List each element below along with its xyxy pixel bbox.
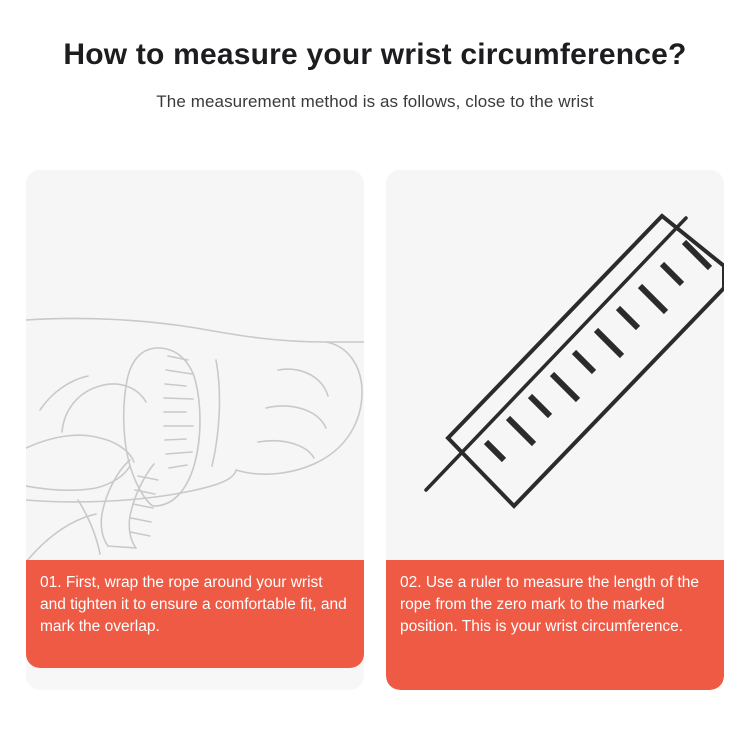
ruler-illustration bbox=[386, 170, 724, 560]
instruction-card-1 bbox=[26, 170, 364, 690]
wrist-measure-illustration bbox=[26, 170, 364, 560]
instruction-cards bbox=[26, 170, 724, 690]
page-subtitle: The measurement method is as follows, close to the wrist bbox=[156, 92, 594, 111]
instruction-card-2-caption: 02. Use a ruler to measure the length of the rope from the zero mark to the marked position. This is your wrist circumference. bbox=[386, 560, 724, 690]
instruction-card-1-caption: 01. First, wrap the rope around your wrist and tighten it to ensure a comfortable fit, and mark the overlap. bbox=[26, 560, 364, 668]
instruction-card-2 bbox=[386, 170, 724, 690]
page-title: How to measure your wrist circumference? bbox=[63, 38, 687, 71]
